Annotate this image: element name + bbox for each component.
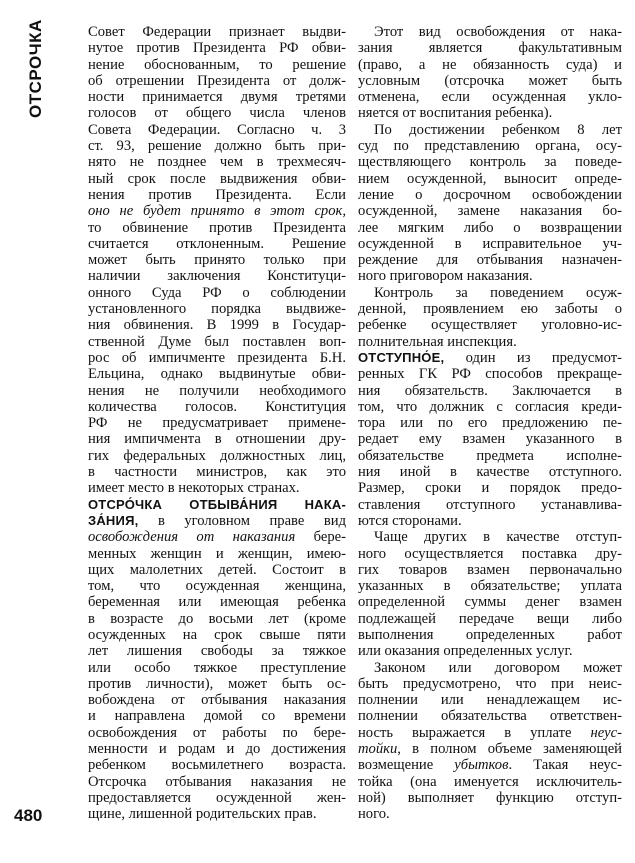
italic-term: освобождения от наказания: [88, 529, 296, 546]
text-line: [358, 562, 622, 578]
text-run: нято не позднее чем в трехмесяч-: [88, 154, 346, 171]
text-run: бере-: [295, 529, 346, 546]
text-line: [88, 187, 346, 203]
text-run: в частности министров, как это: [88, 464, 346, 481]
text-run: определенной суммы денег взамен: [358, 594, 622, 611]
right-text-column: [358, 24, 622, 823]
text-run: гих федеральных должностных лиц,: [88, 447, 346, 464]
text-line: [88, 660, 346, 676]
text-line: [358, 301, 622, 317]
text-line: [88, 171, 346, 187]
text-line: [88, 643, 346, 659]
paragraph: [358, 122, 622, 285]
text-line: [88, 562, 346, 578]
text-run: Законом или договором может: [374, 659, 622, 676]
text-line: [358, 89, 622, 105]
text-line: [358, 480, 622, 496]
text-line: [358, 154, 622, 170]
text-run: условным (отсрочка может быть: [358, 72, 622, 89]
text-line: [358, 285, 622, 301]
text-run: осужденных на срок свыше пяти: [88, 626, 346, 643]
text-line: [88, 627, 346, 643]
text-run: ной) выполняет функцию отступ-: [358, 789, 622, 806]
text-run: ст. 93, решение должно быть при-: [88, 138, 346, 155]
text-line: [88, 236, 346, 252]
text-run: ного.: [358, 806, 390, 823]
text-line: [88, 676, 346, 692]
text-line: [358, 399, 622, 415]
text-line: [88, 464, 346, 480]
text-run: ществляющего контроль за поведе-: [358, 154, 622, 171]
text-line: [88, 252, 346, 268]
text-run: Размер, сроки и порядок предо-: [358, 480, 622, 497]
text-line: [88, 480, 346, 496]
text-run: (право, а не обязанность суда) и: [358, 56, 622, 73]
text-run: ставления отступного устанавлива-: [358, 496, 622, 513]
text-line: [358, 187, 622, 203]
text-run: щине, лишенной родительских прав.: [88, 806, 317, 823]
text-run: беременная или имеющая ребенка: [88, 594, 346, 611]
text-line: [358, 415, 622, 431]
text-run: . Такая неус-: [508, 757, 622, 774]
italic-term: тойки: [358, 741, 398, 758]
text-run: По достижении ребенком 8 лет: [374, 121, 622, 138]
text-run: ния обвинения. В 1999 в Государ-: [88, 317, 346, 334]
text-run: голосов от общего числа членов: [88, 105, 346, 122]
entry-headword: ОТСТУПНО́Е,: [358, 349, 445, 365]
text-run: том, что осужденная женщина,: [88, 578, 346, 595]
text-line: [358, 757, 622, 773]
text-run: полнительная инспекция.: [358, 333, 517, 350]
text-line: [358, 122, 622, 138]
text-line: [88, 350, 346, 366]
paragraph: [358, 529, 622, 659]
text-line: [358, 236, 622, 252]
text-run: установленного порядка выдвиже-: [88, 301, 346, 318]
paragraph: [88, 497, 346, 823]
text-line: [358, 806, 622, 822]
text-run: то обвинение против Президента: [88, 219, 346, 236]
text-run: предоставляется осужденной жен-: [88, 789, 346, 806]
italic-term: оно не будет принято в этот срок,: [88, 203, 346, 220]
text-line: [88, 24, 346, 40]
text-run: полнении обязательства ответствен-: [358, 708, 622, 725]
text-line: [358, 676, 622, 692]
text-run: наличии заключения Конституци-: [88, 268, 346, 285]
text-run: Этот вид освобождения от нака-: [374, 24, 622, 40]
text-run: быть предусмотрено, что при неис-: [358, 675, 622, 692]
text-run: тойка (она именуется исключитель-: [358, 773, 622, 790]
text-line: [358, 611, 622, 627]
text-run: Совета Федерации. Согласно ч. 3: [88, 121, 346, 138]
text-run: осужденной в исправительное уч-: [358, 235, 622, 252]
text-line: [358, 513, 622, 529]
text-line: [88, 578, 346, 594]
text-line: [358, 334, 622, 350]
text-line: [358, 627, 622, 643]
text-line: [358, 643, 622, 659]
text-run: нение обоснованным, то решение: [88, 56, 346, 73]
text-run: ются сторонами.: [358, 512, 462, 529]
text-line: [358, 220, 622, 236]
text-line: [88, 122, 346, 138]
text-line: [358, 448, 622, 464]
text-run: ление о досрочном освобождении: [358, 186, 622, 203]
text-run: лее мягким либо о возвращении: [358, 219, 622, 236]
text-line: [88, 268, 346, 284]
text-line: [88, 40, 346, 56]
text-run: менности и родам и до достижения: [88, 741, 346, 758]
text-run: лет лишения свободы за тяжкое: [88, 643, 346, 660]
text-run: ного приговором наказания.: [358, 268, 533, 285]
entry-headword: ЗА́НИЯ,: [88, 512, 139, 528]
text-run: обязательстве предмета исполне-: [358, 447, 622, 464]
text-line: [358, 171, 622, 187]
text-run: тора или по его предложению пе-: [358, 415, 622, 432]
text-line: [358, 383, 622, 399]
text-line: [358, 73, 622, 89]
text-line: [88, 89, 346, 105]
text-run: может быть принято только при: [88, 252, 346, 269]
text-line: [88, 741, 346, 757]
text-run: полнении или ненадлежащем ис-: [358, 692, 622, 709]
text-run: Совет Федерации признает выдви-: [88, 24, 346, 40]
text-run: в уголовном праве вид: [138, 512, 346, 529]
text-line: [358, 57, 622, 73]
text-line: [358, 138, 622, 154]
text-run: ния иной в качестве отступного.: [358, 464, 622, 481]
text-run: нения не получили необходимого: [88, 382, 346, 399]
text-run: ния обязательств. Заключается в: [358, 382, 622, 399]
text-line: [358, 464, 622, 480]
text-run: отменена, если осужденная укло-: [358, 89, 622, 106]
text-line: [358, 268, 622, 284]
text-run: об отрешении Президента от долж-: [88, 72, 346, 89]
text-line: [358, 529, 622, 545]
text-line: [358, 708, 622, 724]
text-run: денной, проявлением ею заботы о: [358, 301, 622, 318]
text-run: Ельцина, однако выдвинутые обви-: [88, 366, 346, 383]
text-run: онного Суда РФ о соблюдении: [88, 284, 346, 301]
text-line: [88, 611, 346, 627]
text-line: [88, 692, 346, 708]
text-run: нутое против Президента РФ обви-: [88, 40, 346, 57]
text-line: [358, 774, 622, 790]
text-line: [88, 154, 346, 170]
text-run: няется от воспитания ребенка).: [358, 105, 553, 122]
text-line: [88, 366, 346, 382]
text-line: [358, 790, 622, 806]
side-running-header: ОТСРОЧКА: [26, 19, 45, 118]
text-run: реждение для отбывания назначен-: [358, 252, 622, 269]
text-run: ния импичмента в отношении дру-: [88, 431, 346, 448]
text-line: [88, 757, 346, 773]
text-run: ственной Думе был поставлен воп-: [88, 333, 346, 350]
text-line: [88, 220, 346, 236]
text-run: выполнения определенных работ: [358, 626, 622, 643]
text-line: [88, 301, 346, 317]
text-run: осужденной, замене наказания бо-: [358, 203, 622, 220]
text-line: [88, 708, 346, 724]
text-run: и направлена домой со времени: [88, 708, 346, 725]
text-run: нения против Президента. Если: [88, 186, 346, 203]
text-line: [358, 24, 622, 40]
text-line: [88, 399, 346, 415]
text-line: [358, 497, 622, 513]
text-run: гих товаров взамен первоначально: [358, 561, 622, 578]
paragraph: [88, 24, 346, 497]
text-line: [88, 334, 346, 350]
text-line: [88, 317, 346, 333]
text-line: [88, 448, 346, 464]
text-line: [358, 350, 622, 366]
text-run: ребенке осуществляет уголовно-ис-: [358, 317, 622, 334]
text-line: [88, 73, 346, 89]
text-line: [88, 529, 346, 545]
text-line: [88, 594, 346, 610]
text-run: вобождена от отбывания наказания: [88, 692, 346, 709]
text-line: [88, 57, 346, 73]
text-run: имеет место в некоторых странах.: [88, 480, 300, 497]
text-run: рос об импичменте президента Б.Н.: [88, 349, 346, 366]
text-line: [358, 692, 622, 708]
text-line: [358, 40, 622, 56]
text-line: [88, 383, 346, 399]
text-run: , в полном объеме заменяющей: [397, 741, 622, 758]
text-run: суд по представлению органа, осу-: [358, 138, 622, 155]
text-line: [88, 546, 346, 562]
text-run: том, что должник с согласия креди-: [358, 398, 622, 415]
text-line: [88, 774, 346, 790]
italic-term: неус-: [590, 724, 622, 741]
text-run: подлежащей передаче вещи либо: [358, 610, 622, 627]
text-run: зания является факультативным: [358, 40, 622, 57]
text-run: ребенком восьмилетнего возраста.: [88, 757, 346, 774]
paragraph: [358, 24, 622, 122]
text-line: [358, 366, 622, 382]
text-run: щих малолетних детей. Состоит в: [88, 561, 346, 578]
text-line: [358, 105, 622, 121]
text-line: [88, 725, 346, 741]
text-line: [358, 725, 622, 741]
text-line: [88, 415, 346, 431]
text-run: Отсрочка отбывания наказания не: [88, 773, 346, 790]
text-run: в возрасте до восьми лет (кроме: [88, 610, 346, 627]
text-line: [358, 203, 622, 219]
text-line: [358, 594, 622, 610]
text-line: [88, 806, 346, 822]
text-run: ный срок после выдвижения обви-: [88, 170, 346, 187]
text-run: редает ему взамен указанного в: [358, 431, 622, 448]
page-number: 480: [14, 806, 43, 825]
left-text-column: [88, 24, 346, 823]
text-run: освобождения от работы по бере-: [88, 724, 346, 741]
text-run: указанных в обязательстве; уплата: [358, 578, 622, 595]
text-line: [358, 546, 622, 562]
text-run: Контроль за поведением осуж-: [374, 284, 622, 301]
paragraph: [358, 660, 622, 823]
text-run: менных женщин и женщин, имею-: [88, 545, 346, 562]
text-line: [358, 431, 622, 447]
text-run: один из предусмот-: [444, 349, 622, 366]
text-run: возмещение: [358, 757, 455, 774]
text-line: [358, 578, 622, 594]
text-run: ного осуществляется поставка дру-: [358, 545, 622, 562]
text-line: [88, 105, 346, 121]
text-line: [88, 513, 346, 529]
text-line: [358, 660, 622, 676]
text-run: ность выражается в уплате: [358, 724, 591, 741]
italic-term: убытков: [454, 757, 509, 774]
text-line: [88, 203, 346, 219]
paragraph: [358, 285, 622, 350]
text-run: против личности), может быть ос-: [88, 675, 346, 692]
text-run: РФ не предусматривает примене-: [88, 415, 346, 432]
text-run: ренных ГК РФ способов прекраще-: [358, 366, 622, 383]
text-line: [88, 431, 346, 447]
entry-headword: ОТСРО́ЧКА ОТБЫВА́НИЯ НАКА-: [88, 496, 346, 512]
text-run: нием осужденной, выносит опреде-: [358, 170, 622, 187]
paragraph: [358, 350, 622, 529]
text-run: считается отклоненным. Решение: [88, 235, 346, 252]
text-line: [88, 790, 346, 806]
text-run: или особо тяжкое преступление: [88, 659, 346, 676]
text-run: Чаще других в качестве отступ-: [374, 529, 622, 546]
text-line: [88, 285, 346, 301]
text-line: [88, 138, 346, 154]
text-line: [88, 497, 346, 513]
text-line: [358, 741, 622, 757]
text-line: [358, 252, 622, 268]
text-line: [358, 317, 622, 333]
text-run: количества голосов. Конституция: [88, 398, 346, 415]
text-run: ности принимается двумя третями: [88, 89, 346, 106]
text-run: или оказания определенных услуг.: [358, 643, 573, 660]
